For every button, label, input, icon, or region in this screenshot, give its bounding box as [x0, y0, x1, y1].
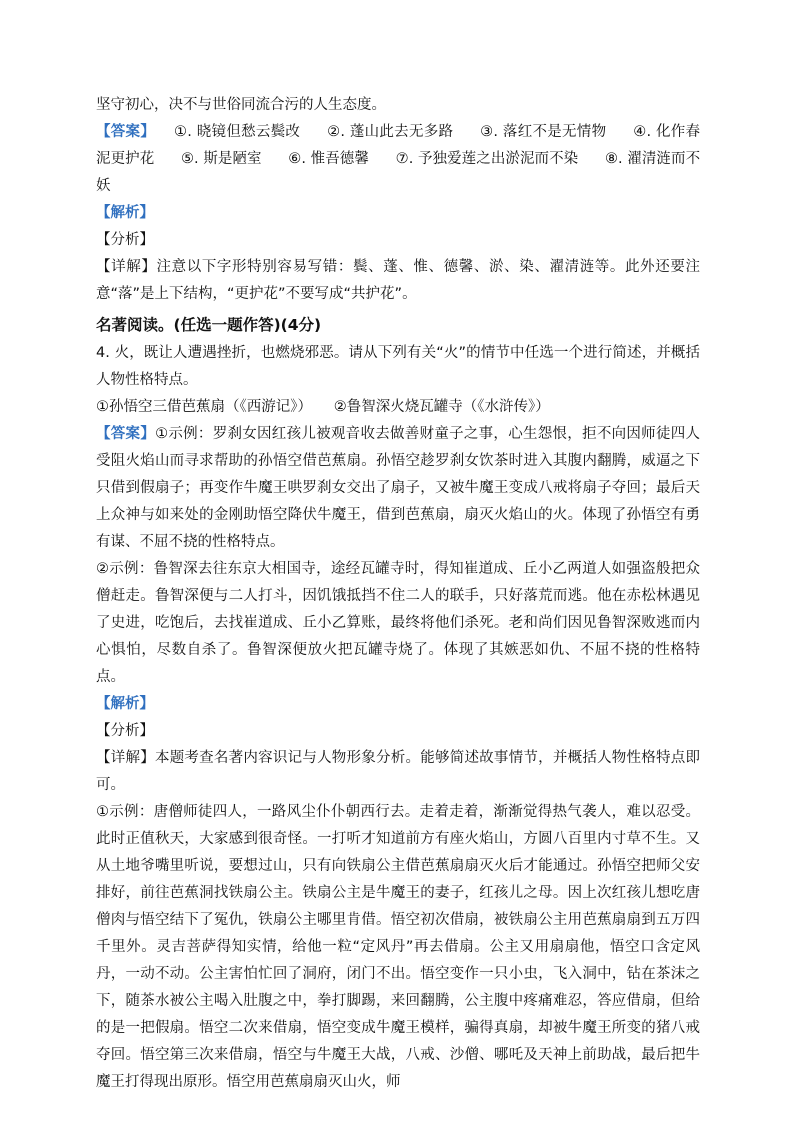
detail-label-4: 【详解】: [96, 750, 155, 766]
section-heading: 名著阅读。(任选一题作答)(4分): [96, 316, 322, 334]
jiexi-label-3: 【解析】: [96, 205, 154, 221]
question-text: 4. 火，既让人遭遇挫折，也燃烧邪恶。请从下列有关“火”的情节中任选一个进行简述，并概括人物性格特点。: [96, 345, 700, 388]
document-content: [96, 92, 700, 1096]
answer-item-8: ⑧. 濯清涟而不妖: [96, 151, 701, 194]
detail-text: 注意以下字形特别容易写错：鬓、蓬、惟、德馨、淤、染、濯清涟等。此外还要注意“落”是上下结构，“更护花”不要写成“共护花”。: [96, 259, 701, 302]
answer-paragraph-3: [96, 119, 700, 200]
detail-text-4: 本题考查名著内容识记与人物形象分析。能够简述故事情节，并概括人物性格特点即可。: [96, 750, 700, 793]
answer-item-2: ②. 蓬山此去无多路: [327, 124, 454, 140]
answer-text-4-1: ①示例：罗刹女因红孩儿被观音收去做善财童子之事，心生怨恨，拒不向因师徒四人受阻火焰山而寻求帮助的孙悟空借芭蕉扇。孙悟空趁罗刹女饮茶时进入其腹内翻腾，威逼之下只借到假扇子；再变作牛魔王哄罗刹女交出了扇子，又被牛魔王变成八戒将扇子夺回；最后天上众神与如来处的金刚助悟空降伏牛魔王，借到芭蕉扇，扇灭火焰山的火。体现了孙悟空有勇有谋、不屈不挠的性格特点。: [96, 426, 701, 550]
answer-label-4: 【答案】: [96, 426, 156, 442]
answer-item-5: ⑤. 斯是陋室: [180, 151, 262, 167]
answer-item-7: ⑦. 予独爱莲之出淤泥而不染: [395, 151, 579, 167]
detail-paragraph-4: [96, 745, 700, 799]
jiexi-label-4: 【解析】: [96, 696, 154, 712]
answer-item-4: ④. 化作春泥更护花: [96, 124, 701, 167]
answer-label: 【答案】: [96, 124, 156, 140]
fenxi-label-3: 【分析】: [96, 232, 154, 248]
answer-item-6: ⑥. 惟吾德馨: [288, 151, 369, 167]
answer-paragraph-4-2: ②示例：鲁智深去往东京大相国寺，途经瓦罐寺时，得知崔道成、丘小乙两道人如强盗般把众僧赶走。鲁智深便与二人打斗，因饥饿抵挡不住二人的联手，只好落荒而逃。他在赤松林遇见了史进，吃饱后，去找崔道成、丘小乙算账，最终将他们杀死。老和尚们因见鲁智深败逃而内心惧怕，尽数自杀了。鲁智深便放火把瓦罐寺烧了。体现了其嫉恶如仇、不屈不挠的性格特点。: [96, 561, 700, 685]
detail-paragraph-3: [96, 254, 700, 308]
question-options: ①孙悟空三借芭蕉扇（《西游记》） ②鲁智深火烧瓦罐寺（《水浒传》）: [96, 399, 550, 415]
answer-paragraph-4-1: [96, 421, 700, 556]
detail-example-4: ①示例：唐僧师徒四人，一路风尘仆仆朝西行去。走着走着，渐渐觉得热气袭人，难以忍受。此时正值秋天，大家感到很奇怪。一打听才知道前方有座火焰山，方圆八百里内寸草不生。又从土地爷嘴里听说，要想过山，只有向铁扇公主借芭蕉扇扇灭火后才能通过。孙悟空把师父安排好，前往芭蕉洞找铁扇公主。铁扇公主是牛魔王的妻子，红孩儿之母。因上次红孩儿想吃唐僧肉与悟空结下了冤仇，铁扇公主哪里肯借。悟空初次借扇，被铁扇公主用芭蕉扇扇到五万四千里外。灵吉菩萨得知实情，给他一粒“定风丹”再去借扇。公主又用扇扇他，悟空口含定风丹，一动不动。公主害怕忙回了洞府，闭门不出。悟空变作一只小虫，飞入洞中，钻在茶沫之下，随茶水被公主喝入肚腹之中，拳打脚踢，来回翻腾，公主腹中疼痛难忍，答应借扇，但给的是一把假扇。悟空二次来借扇，悟空变成牛魔王模样，骗得真扇，却被牛魔王所变的猪八戒夺回。悟空第三次来借扇，悟空与牛魔王大战，八戒、沙僧、哪吒及天神上前助战，最后把牛魔王打得现出原形。悟空用芭蕉扇扇灭山火，师: [96, 804, 700, 1090]
fenxi-label-4: 【分析】: [96, 723, 154, 739]
answer-item-1: ①. 晓镜但愁云鬓改: [174, 124, 301, 140]
intro-tail-text: 坚守初心，决不与世俗同流合污的人生态度。: [96, 97, 386, 113]
answer-item-3: ③. 落红不是无情物: [480, 124, 607, 140]
detail-label: 【详解】: [96, 259, 157, 275]
